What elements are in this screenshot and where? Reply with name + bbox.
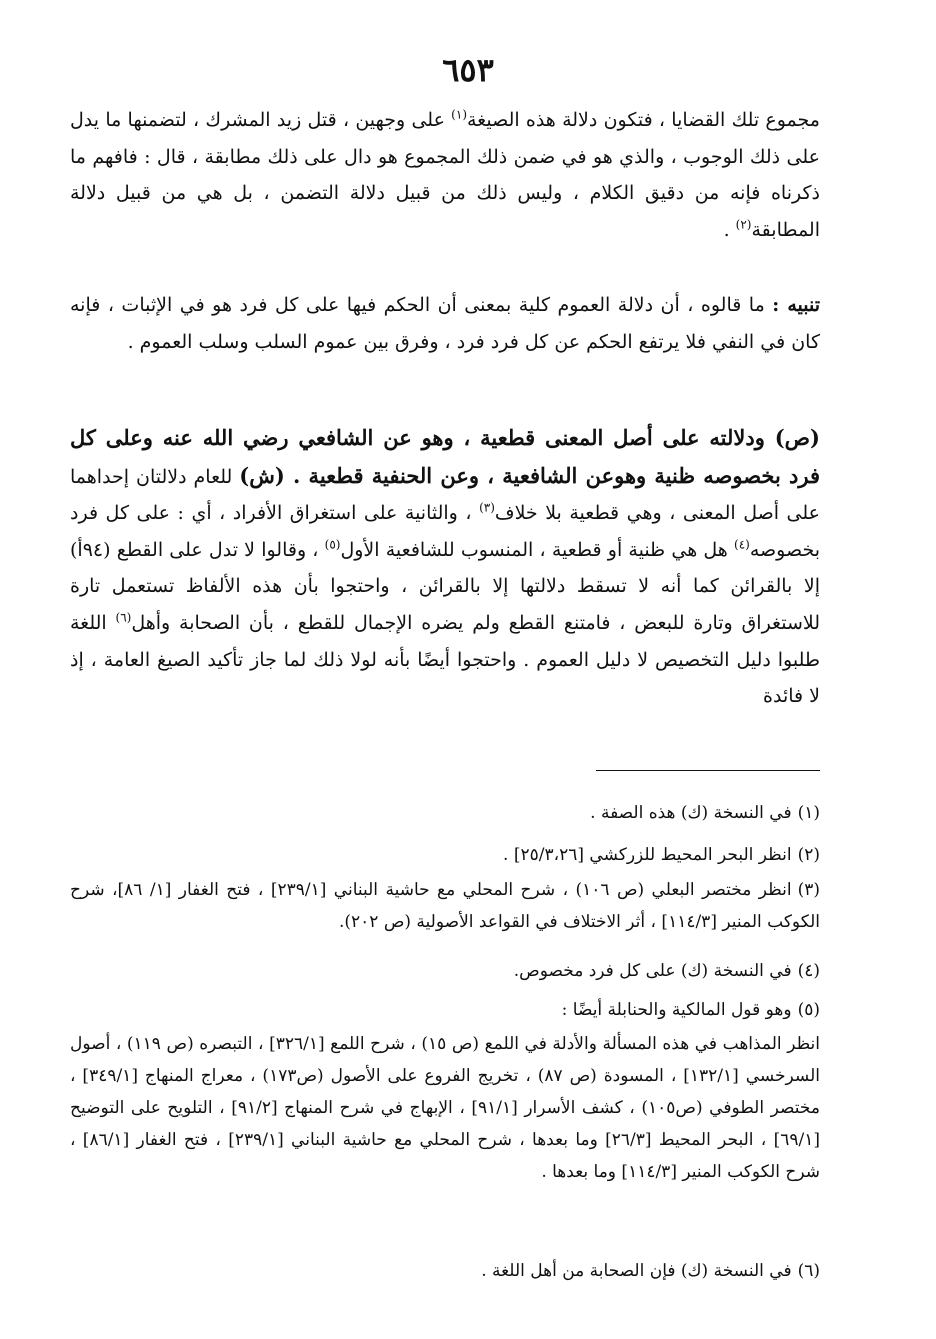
paragraph-3-text-c: هل هي ظنية أو قطعية ، المنسوب للشافعية الأول [340, 538, 734, 561]
paragraph-2 [70, 287, 820, 360]
matn-text: (ص) ودلالته على أصل المعنى قطعية ، وهو عن الشافعي رضي الله عنه وعلى كل فرد بخصوصه ظنية وهوعن الشافعية ، وعن الحنفية قطعية . (ش) [70, 425, 821, 488]
footnote-separator [596, 770, 820, 771]
footnote-ref-1: (١) [451, 107, 467, 122]
page-number: ٦٥٣ [442, 51, 494, 89]
paragraph-1 [70, 102, 820, 248]
footnote-3-number: (٣) [797, 880, 820, 900]
paragraph-3-text-e: اللغة طلبوا دليل التخصيص لا دليل العموم . واحتجوا أيضًا بأنه لولا ذلك لما جاز تأكيد الصيغ العامة ، إذ لا فائدة [70, 611, 820, 708]
footnote-2 [70, 839, 820, 871]
footnote-6-number: (٦) [797, 1261, 820, 1281]
paragraph-1-text-cont: على وجهين ، قتل زيد المشرك ، لتضمنها ما يدل على ذلك الوجوب ، والذي هو في ضمن ذلك المجموع هو دال على ذلك مطابقة ، قال : فافهم ما ذكرناه فإنه من دقيق الكلام ، وليس ذلك من قبيل دلالة التضمن ، بل هي من قبيل دلالة المطابقة [70, 109, 820, 241]
footnote-1-text: في النسخة (ك) هذه الصفة . [590, 803, 792, 823]
paragraph-1-end: . [723, 218, 736, 241]
footnote-3 [70, 874, 820, 938]
footnote-5-detail: انظر المذاهب في هذه المسألة والأدلة في اللمع (ص ١٥) ، شرح اللمع [٣٢٦/١] ، التبصره (ص ١١٩) ، أصول السرخسي [١٣٢/١] ، المسودة (ص ٨٧) ، تخريج الفروع على الأصول (ص١٧٣) ، معراج المنهاج [٣٤٩/١] ، مختصر الطوفي (ص١٠٥) ، كشف الأسرار [٩١/١] ، الإبهاج في شرح المنهاج [٩١/٢] ، التلويح على التوضيح [٦٩/١] ، البحر المحيط [٢٦/٣] وما بعدها ، شرح المحلي مع حاشية البناني [٢٣٩/١] ، فتح الغفار [٨٦/١] ، شرح الكوكب المنير [١١٤/٣] وما بعدها . [70, 1034, 821, 1182]
note-label: تنبيه : [772, 294, 820, 316]
footnote-4-number: (٤) [797, 961, 820, 981]
footnote-2-number: (٢) [797, 845, 820, 865]
footnote-ref-4: (٤) [734, 537, 750, 552]
footnote-6-text: في النسخة (ك) فإن الصحابة من أهل اللغة . [481, 1261, 792, 1281]
footnote-4-text: في النسخة (ك) على كل فرد مخصوص. [513, 961, 792, 981]
footnote-ref-6: (٦) [115, 610, 132, 625]
paragraph-3-text-a: للعام دلالتان إحداهما على أصل المعنى ، وهي قطعية بلا خلاف [70, 465, 820, 525]
footnote-1-number: (١) [797, 803, 820, 823]
footnote-3-text: انظر مختصر البعلي (ص ١٠٦) ، شرح المحلي مع حاشية البناني [٢٣٩/١] ، فتح الغفار [١/ ٨٦]، شرح الكوكب المنير [١١٤/٣] ، أثر الاختلاف في القواعد الأصولية (ص ٢٠٢). [70, 880, 820, 932]
footnote-6 [70, 1255, 820, 1287]
footnote-ref-3: (٣) [479, 500, 495, 515]
paragraph-3-text-d: ، وقالوا لا تدل على القطع (٩٤أ) إلا بالقرائن كما أنه لا تسقط دلالتها إلا بالقرائن ، واحتجوا بأن هذه الألفاظ تستعمل تارة للاستغراق وتارة للبعض ، فامتنع القطع ولم يضره الإجمال للقطع ، بأن الصحابة وأهل [70, 538, 820, 634]
footnote-ref-5: (٥) [324, 537, 341, 552]
footnote-ref-2: (٢) [735, 217, 752, 232]
paragraph-2-text: ما قالوه ، أن دلالة العموم كلية بمعنى أن الحكم فيها على كل فرد هو في الإثبات ، فإنه كان في النفي فلا يرتفع الحكم عن كل فرد فرد ، وفرق بين عموم السلب وسلب العموم . [70, 294, 820, 353]
footnote-5 [70, 994, 820, 1026]
footnote-1 [70, 797, 820, 829]
footnote-2-text: انظر البحر المحيط للزركشي [٢٥/٣،٢٦] . [503, 845, 792, 865]
paragraph-3 [70, 420, 820, 715]
footnote-5-text: وهو قول المالكية والحنابلة أيضًا : [561, 1000, 792, 1020]
paragraph-1-text: مجموع تلك القضايا ، فتكون دلالة هذه الصيغة [467, 109, 820, 131]
footnote-5-number: (٥) [797, 1000, 820, 1020]
footnote-4 [70, 955, 820, 987]
paragraph-3-text-b: ، والثانية على استغراق الأفراد ، أي : على كل فرد بخصوصه [70, 502, 820, 561]
